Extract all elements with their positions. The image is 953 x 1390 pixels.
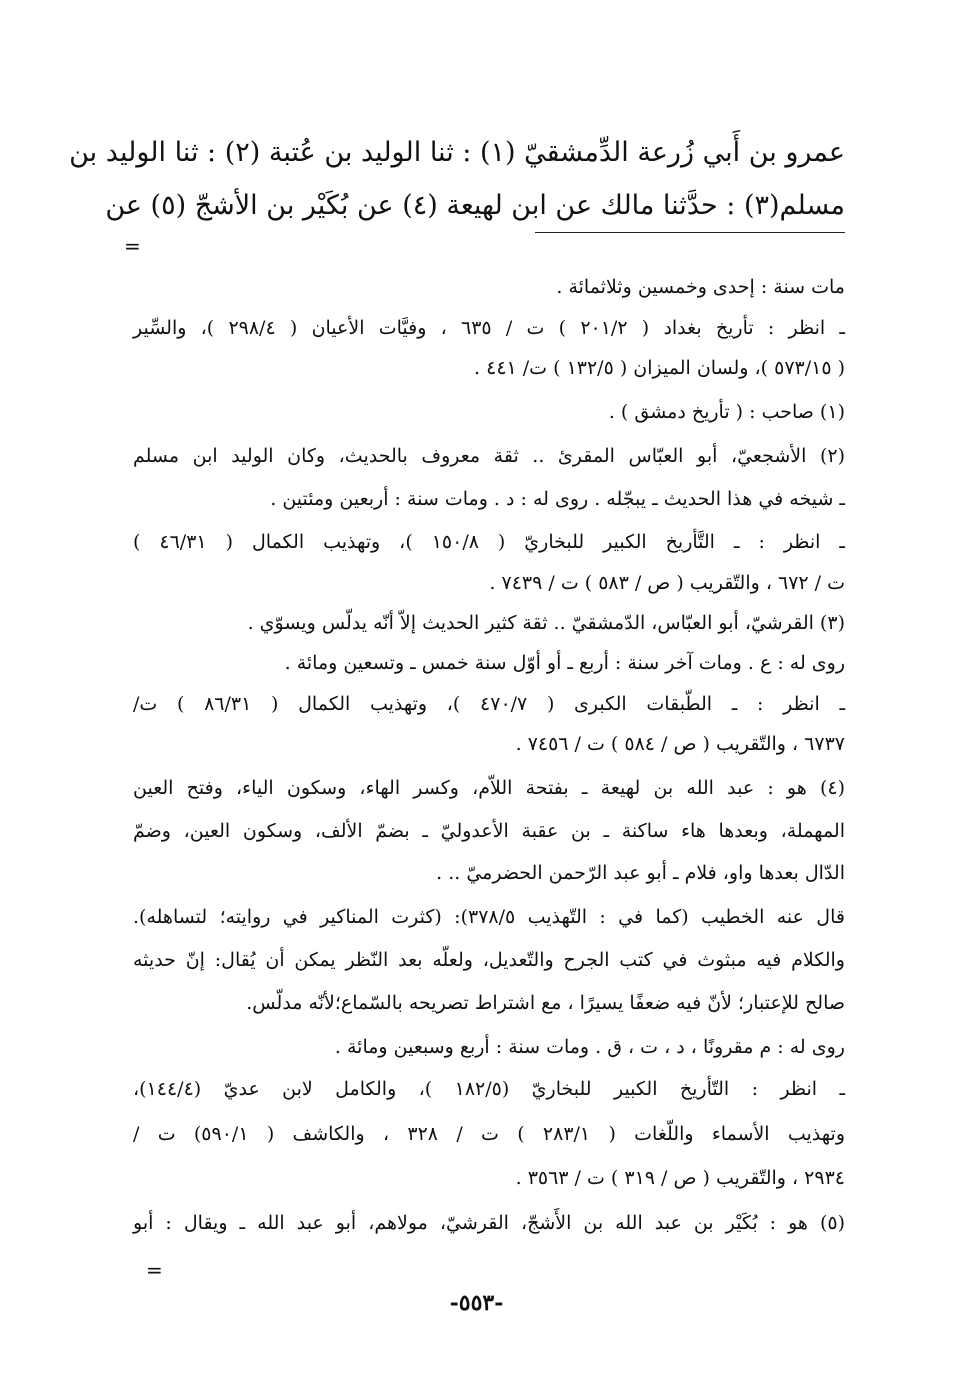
footnote-line: ٦٧٣٧ ، والتّقريب ( ص / ٥٨٤ ) ت / ٧٤٥٦ .	[515, 733, 845, 755]
footnote-line: ت / ٦٧٢ ، والتّقريب ( ص / ٥٨٣ ) ت / ٧٤٣٩ .	[489, 572, 845, 594]
footnote-line: ـ انظر : ـ التَّأريخ الكبير للبخاريّ ( ١٥٠/٨ )، وتهذيب الكمال ( ٤٦/٣١ )	[133, 531, 845, 553]
footnote-line: وتهذيب الأسماء واللّغات ( ٢٨٣/١ ) ت / ٣٢٨ ، والكاشف ( ٥٩٠/١) ت /	[133, 1123, 845, 1145]
footnote-line: المهملة، وبعدها هاء ساكنة ـ بن عقبة الأعدوليّ ـ بضمّ الألف، وسكون العين، وضمّ	[133, 820, 845, 842]
footnote-line: (٤) هو : عبد الله بن لهيعة ـ بفتحة اللاّم، وكسر الهاء، وسكون الياء، وفتح العين	[133, 777, 845, 799]
footnote-line: (٥) هو : بُكَيْر بن عبد الله بن الأَشجّ، القرشيّ، مولاهم، أبو عبد الله ـ ويقال : أبو	[133, 1212, 845, 1234]
footnote-line: الدّال بعدها واو، فلام ـ أبو عبد الرّحمن الحضرميّ .. .	[436, 862, 845, 884]
footnote-line: صالح للإعتبار؛ لأنّ فيه ضعفًا يسيرًا ، مع اشتراط تصريحه بالسّماع؛لأنّه مدلّس.	[246, 992, 845, 1014]
footnote-separator	[535, 232, 845, 233]
footnote-line: ـ انظر : التّأريخ الكبير للبخاريّ (١٨٢/٥ )، والكامل لابن عديّ (١٤٤/٤)،	[133, 1078, 846, 1100]
footnote-line: ـ انظر : ـ الطّبقات الكبرى ( ٤٧٠/٧ )، وتهذيب الكمال ( ٨٦/٣١ ) ت/	[133, 693, 846, 715]
footnote-line: ٢٩٣٤ ، والتّقريب ( ص / ٣١٩ ) ت / ٣٥٦٣ .	[515, 1167, 845, 1189]
footnote-line: مات سنة : إحدى وخمسين وثلاثمائة .	[556, 276, 845, 298]
footnote-line: (٣) القرشيّ، أبو العبّاس، الدّمشقيّ .. ثقة كثير الحديث إلاّ أنّه يدلّس ويسوّي .	[247, 612, 845, 634]
footnote-line: ـ شيخه في هذا الحديث ـ يبجّله . روى له : د . ومات سنة : أربعين ومئتين .	[270, 488, 845, 510]
page-number: -٥٥٣-	[449, 1290, 504, 1316]
footnote-line: (١) صاحب : ( تأريخ دمشق ) .	[608, 401, 845, 423]
footnote-line: ـ انظر : تأريخ بغداد ( ٢٠١/٢ ) ت / ٦٣٥ ، وفيَّات الأعيان ( ٢٩٨/٤ )، والسِّير	[133, 317, 845, 339]
continuation-mark-top: =	[124, 234, 141, 258]
footnote-line: والكلام فيه مبثوث في كتب الجرح والتّعديل، ولعلّه بعد النّظر يمكن أن يُقال: إنّ حديثه	[133, 949, 845, 971]
footnote-line: روى له : م مقرونًا ، د ، ت ، ق . ومات سنة : أربع وسبعين ومائة .	[334, 1036, 845, 1058]
continuation-mark-bottom: =	[146, 1258, 163, 1282]
footnote-line: (٢) الأشجعيّ، أبو العبّاس المقرئ .. ثقة معروف بالحديث، وكان الوليد ابن مسلم	[133, 445, 845, 467]
main-text-line-2: مسلم(٣) : حدَّثنا مالك عن ابن لهيعة (٤) عن بُكَيْر بن الأشجّ (٥) عن	[105, 190, 845, 221]
footnote-line: روى له : ع . ومات آخر سنة : أربع ـ أو أوّل سنة خمس ـ وتسعين ومائة .	[284, 652, 845, 674]
footnote-line: قال عنه الخطيب (كما في : التّهذيب ٣٧٨/٥): (كثرت المناكير في روايته؛ لتساهله).	[133, 906, 845, 928]
main-text-line-1: عمرو بن أَبي زُرعة الدِّمشقيّ (١) : ثنا الوليد بن عُتبة (٢) : ثنا الوليد بن	[69, 137, 845, 168]
footnote-line: ( ٥٧٣/١٥ )، ولسان الميزان ( ١٣٢/٥ ) ت/ ٤٤١ .	[474, 357, 845, 379]
